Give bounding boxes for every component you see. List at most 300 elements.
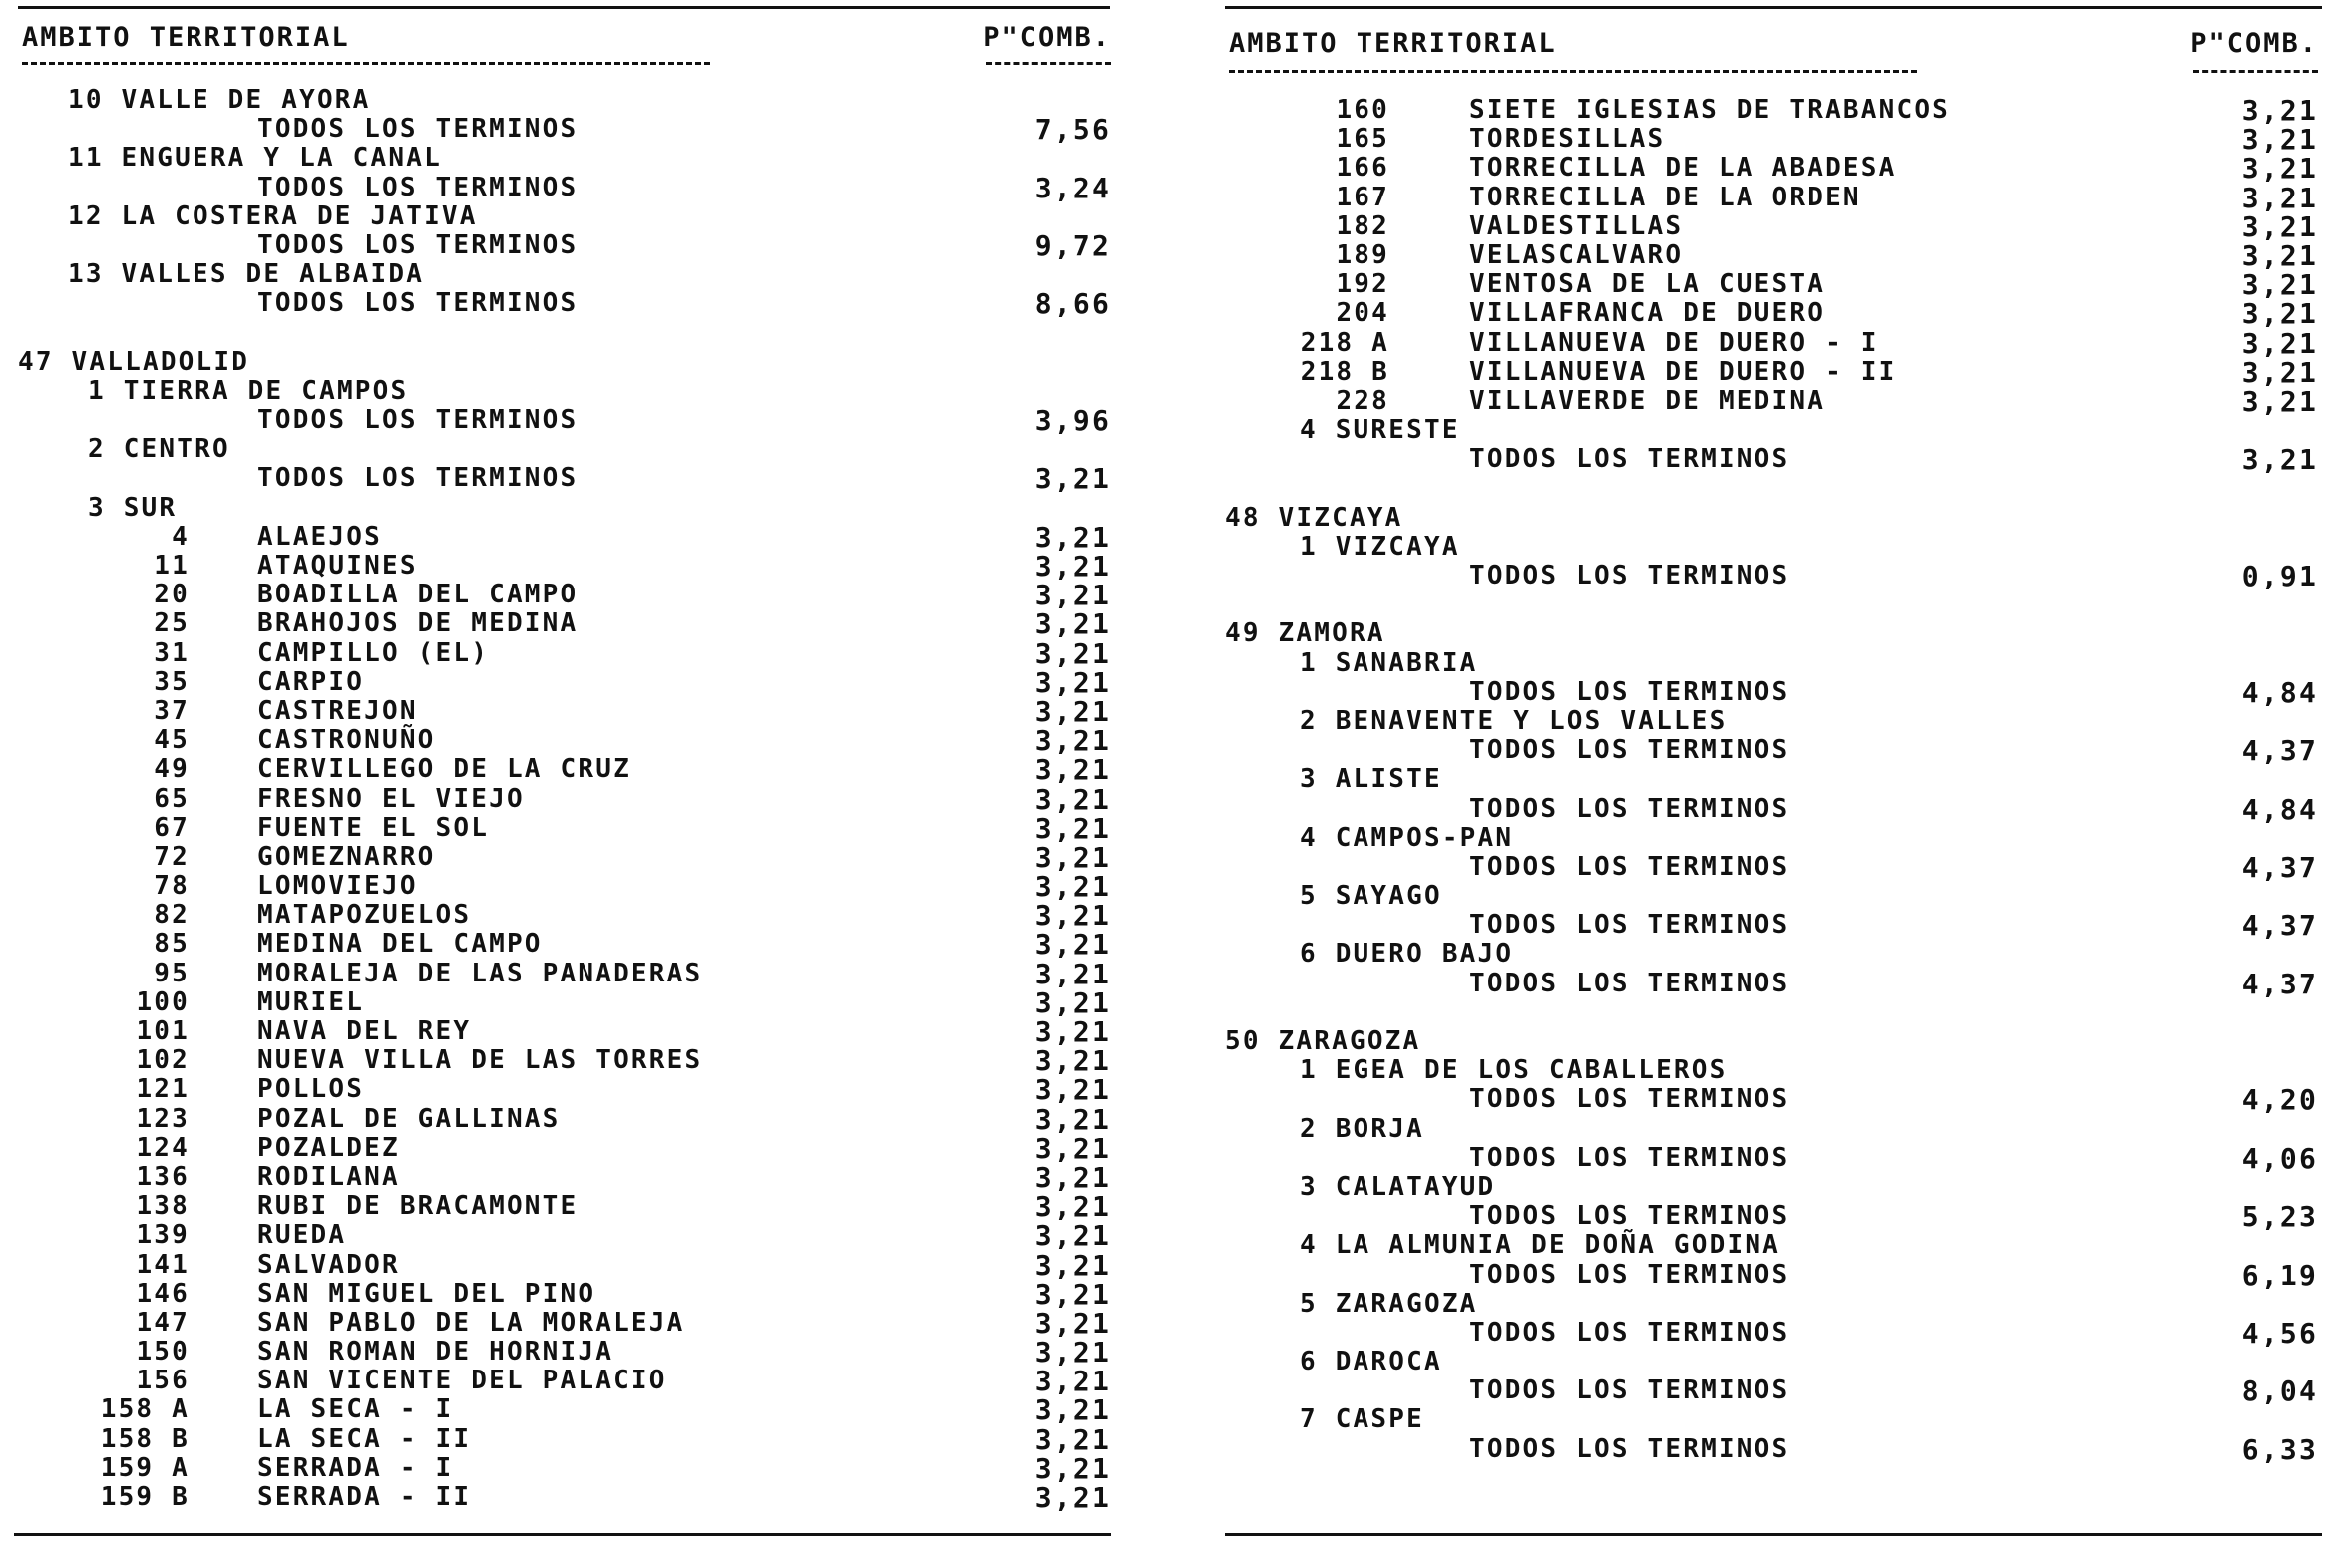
municipality-code: 25 [154, 608, 190, 639]
territory-name: TODOS LOS TERMINOS [1469, 910, 1790, 941]
pcomb-value: 4,84 [2241, 675, 2318, 709]
pcomb-value: 3,21 [1034, 1451, 1111, 1485]
municipality-code: 146 [136, 1278, 190, 1309]
territory-name: 1 TIERRA DE CAMPOS [88, 375, 409, 406]
all-terms-row [1225, 1432, 2322, 1466]
comarca-row [1225, 940, 2322, 969]
territory-name: CAMPILLO (EL) [257, 637, 490, 668]
territory-name: 10 VALLE DE AYORA [68, 85, 371, 115]
comarca-row [1225, 1348, 2322, 1376]
pcomb-value: 4,56 [2241, 1316, 2318, 1350]
comarca-row [1225, 882, 2322, 911]
comarca-row [1225, 416, 2322, 445]
territory-name: 4 SURESTE [1300, 415, 1460, 446]
territory-name: VILLANUEVA DE DUERO - I [1469, 327, 1879, 358]
municipality-code: 204 [1336, 298, 1389, 329]
territory-name: 2 BENAVENTE Y LOS VALLES [1300, 705, 1728, 736]
pcomb-value: 3,21 [1034, 1277, 1111, 1311]
territory-name: VALDESTILLAS [1469, 210, 1684, 241]
municipality-row [18, 1131, 1115, 1165]
province-row [18, 348, 1115, 377]
territory-name: 48 VIZCAYA [1225, 502, 1403, 533]
territory-name: 3 ALISTE [1300, 764, 1442, 795]
territory-name: 2 BORJA [1300, 1113, 1424, 1144]
pcomb-value: 4,84 [2241, 792, 2318, 826]
comarca-row [18, 435, 1115, 464]
territory-name: 4 CAMPOS-PAN [1300, 822, 1514, 853]
municipality-code: 218 A [1300, 327, 1389, 358]
territory-name: TODOS LOS TERMINOS [257, 463, 579, 494]
territory-name: RUBI DE BRACAMONTE [257, 1191, 579, 1222]
territory-name: SIETE IGLESIAS DE TRABANCOS [1469, 95, 1951, 125]
territory-name: SAN PABLO DE LA MORALEJA [257, 1307, 685, 1338]
municipality-code: 165 [1336, 124, 1389, 155]
municipality-row [18, 552, 1115, 581]
municipality-code: 141 [136, 1249, 190, 1280]
all-terms-row [1225, 1258, 2322, 1292]
column-header-ambito: AMBITO TERRITORIAL [1229, 28, 1557, 59]
municipality-row [18, 1017, 1115, 1046]
municipality-row [18, 665, 1115, 699]
territory-name: TODOS LOS TERMINOS [257, 405, 579, 436]
pcomb-value: 3,21 [1034, 1248, 1111, 1282]
pcomb-value: 3,21 [1034, 1131, 1111, 1165]
municipality-code: 192 [1336, 269, 1389, 300]
table-rows [1225, 96, 2322, 1464]
pcomb-value: 3,21 [1034, 1393, 1111, 1427]
pcomb-value: 3,21 [1034, 579, 1111, 612]
municipality-row [18, 1306, 1115, 1340]
territory-name: VELASCALVARO [1469, 239, 1684, 270]
pcomb-value: 3,24 [1034, 171, 1111, 204]
municipality-code: 124 [136, 1132, 190, 1163]
all-terms-row [18, 287, 1115, 321]
pcomb-value: 4,37 [2241, 850, 2318, 884]
comarca-row [18, 144, 1115, 173]
municipality-row [18, 1336, 1115, 1370]
blank-line [1225, 474, 2322, 503]
territory-name: TODOS LOS TERMINOS [257, 229, 579, 260]
pcomb-value: 3,96 [1034, 404, 1111, 438]
pcomb-value: 3,21 [1034, 1365, 1111, 1398]
comarca-row [1225, 1231, 2322, 1260]
territory-name: SAN ROMAN DE HORNIJA [257, 1337, 614, 1368]
municipality-code: 101 [136, 1016, 190, 1046]
municipality-code: 31 [154, 637, 190, 668]
municipality-row [18, 1451, 1115, 1485]
municipality-code: 102 [136, 1045, 190, 1076]
municipality-code: 160 [1336, 95, 1389, 125]
territory-name: VILLAVERDE DE MEDINA [1469, 385, 1826, 416]
territory-name: 13 VALLES DE ALBAIDA [68, 259, 425, 290]
pcomb-value: 3,21 [1034, 1190, 1111, 1224]
pcomb-value: 3,21 [2241, 355, 2318, 389]
territory-name: NAVA DEL REY [257, 1016, 472, 1046]
pcomb-value: 3,21 [1034, 724, 1111, 758]
municipality-row [1225, 96, 2322, 125]
territory-name: SERRADA - II [257, 1482, 472, 1512]
right-column [1225, 0, 2322, 1568]
municipality-row [1225, 152, 2322, 186]
territory-name: ATAQUINES [257, 551, 418, 581]
all-terms-row [18, 404, 1115, 438]
pcomb-value: 3,21 [1034, 1219, 1111, 1253]
territory-name: MEDINA DEL CAMPO [257, 929, 543, 960]
municipality-row [1225, 384, 2322, 418]
municipality-code: 37 [154, 695, 190, 726]
column-header-ambito: AMBITO TERRITORIAL [22, 22, 350, 53]
pcomb-value: 3,21 [2241, 152, 2318, 186]
comarca-row [1225, 1056, 2322, 1085]
territory-name: 49 ZAMORA [1225, 618, 1385, 649]
municipality-row [18, 928, 1115, 962]
territory-name: LA SECA - II [257, 1423, 472, 1454]
territory-name: TODOS LOS TERMINOS [1469, 968, 1790, 998]
pcomb-value: 3,21 [2241, 297, 2318, 331]
territory-name: 7 CASPE [1300, 1404, 1424, 1435]
pcomb-value: 3,21 [1034, 899, 1111, 933]
municipality-row [18, 753, 1115, 787]
pcomb-value: 3,21 [1034, 1073, 1111, 1107]
bottom-rule [1225, 1533, 2322, 1536]
municipality-row [18, 694, 1115, 728]
territory-name: ALAEJOS [257, 521, 382, 552]
territory-name: BRAHOJOS DE MEDINA [257, 608, 579, 639]
municipality-row [18, 1277, 1115, 1311]
territory-name: CASTRONUÑO [257, 725, 436, 756]
territory-name: TODOS LOS TERMINOS [1469, 1201, 1790, 1232]
municipality-code: 189 [1336, 239, 1389, 270]
pcomb-value: 3,21 [1034, 550, 1111, 583]
territory-name: LOMOVIEJO [257, 871, 418, 902]
territory-name: GOMEZNARRO [257, 841, 436, 872]
pcomb-value: 3,21 [1034, 1481, 1111, 1514]
top-rule [1225, 6, 2322, 9]
municipality-row [18, 870, 1115, 904]
header-underline [22, 62, 710, 65]
municipality-row [1225, 181, 2322, 214]
all-terms-row [1225, 1316, 2322, 1350]
municipality-row [1225, 268, 2322, 302]
municipality-code: 139 [136, 1220, 190, 1251]
territory-name: TODOS LOS TERMINOS [1469, 1259, 1790, 1290]
pcomb-value: 8,66 [1034, 287, 1111, 321]
territory-name: TORRECILLA DE LA ORDEN [1469, 182, 1861, 212]
pcomb-value: 4,06 [2241, 1141, 2318, 1175]
municipality-code: 20 [154, 580, 190, 610]
pcomb-value: 3,21 [1034, 1102, 1111, 1136]
territory-name: 1 EGEA DE LOS CABALLEROS [1300, 1055, 1728, 1086]
pcomb-value: 3,21 [1034, 1044, 1111, 1078]
all-terms-row [18, 462, 1115, 496]
municipality-row [1225, 355, 2322, 389]
pcomb-value: 3,21 [1034, 1422, 1111, 1456]
territory-name: 2 CENTRO [88, 434, 230, 465]
municipality-code: 156 [136, 1366, 190, 1396]
municipality-code: 158 B [100, 1423, 190, 1454]
all-terms-row [1225, 850, 2322, 884]
all-terms-row [18, 113, 1115, 147]
municipality-row [18, 1365, 1115, 1398]
pcomb-value: 3,21 [1034, 665, 1111, 699]
all-terms-row [18, 171, 1115, 204]
municipality-code: 167 [1336, 182, 1389, 212]
municipality-row [1225, 209, 2322, 243]
pcomb-value: 3,21 [2241, 443, 2318, 477]
territory-name: MURIEL [257, 986, 365, 1017]
pcomb-value: 3,21 [1034, 636, 1111, 670]
comarca-row [1225, 533, 2322, 562]
municipality-code: 147 [136, 1307, 190, 1338]
pcomb-value: 3,21 [2241, 94, 2318, 127]
pcomb-value: 3,21 [1034, 1160, 1111, 1194]
territory-name: TODOS LOS TERMINOS [257, 114, 579, 145]
blank-line [1225, 590, 2322, 619]
municipality-code: 11 [154, 551, 190, 581]
municipality-row [1225, 297, 2322, 331]
all-terms-row [18, 228, 1115, 262]
territory-name: TORRECILLA DE LA ABADESA [1469, 153, 1897, 184]
municipality-row [1225, 238, 2322, 272]
territory-name: POZAL DE GALLINAS [257, 1103, 561, 1134]
territory-name: MORALEJA DE LAS PANADERAS [257, 958, 703, 988]
pcomb-value: 3,21 [2241, 238, 2318, 272]
municipality-code: 100 [136, 986, 190, 1017]
territory-name: CARPIO [257, 666, 365, 697]
municipality-code: 95 [154, 958, 190, 988]
all-terms-row [1225, 675, 2322, 709]
column-header-pcomb: P"COMB. [2190, 28, 2318, 59]
territory-name: VILLANUEVA DE DUERO - II [1469, 356, 1897, 387]
municipality-code: 138 [136, 1191, 190, 1222]
municipality-code: 49 [154, 754, 190, 785]
municipality-row [18, 1102, 1115, 1136]
municipality-row [18, 1160, 1115, 1194]
territory-name: POZALDEZ [257, 1132, 400, 1163]
all-terms-row [1225, 562, 2322, 590]
territory-name: 1 SANABRIA [1300, 647, 1478, 678]
municipality-row [18, 811, 1115, 845]
all-terms-row [1225, 909, 2322, 943]
pcomb-value: 8,04 [2241, 1374, 2318, 1408]
municipality-code: 150 [136, 1337, 190, 1368]
municipality-code: 159 B [100, 1482, 190, 1512]
territory-name: TODOS LOS TERMINOS [1469, 444, 1790, 475]
territory-name: RODILANA [257, 1161, 400, 1192]
municipality-code: 78 [154, 871, 190, 902]
territory-name: NUEVA VILLA DE LAS TORRES [257, 1045, 703, 1076]
municipality-row [18, 520, 1115, 554]
bottom-rule [14, 1533, 1111, 1536]
pcomb-value: 3,21 [1034, 782, 1111, 816]
municipality-code: 35 [154, 666, 190, 697]
municipality-row [1225, 123, 2322, 157]
territory-name: FRESNO EL VIEJO [257, 783, 525, 814]
territory-name: TODOS LOS TERMINOS [257, 288, 579, 319]
territory-name: 5 ZARAGOZA [1300, 1288, 1478, 1319]
territory-name: FUENTE EL SOL [257, 812, 490, 843]
municipality-row [18, 1422, 1115, 1456]
territory-name: TODOS LOS TERMINOS [1469, 851, 1790, 882]
territory-name: TODOS LOS TERMINOS [1469, 735, 1790, 766]
territory-name: VENTOSA DE LA CUESTA [1469, 269, 1826, 300]
municipality-row [18, 607, 1115, 641]
territory-name: TORDESILLAS [1469, 124, 1666, 155]
territory-name: POLLOS [257, 1074, 365, 1105]
municipality-code: 158 A [100, 1394, 190, 1425]
pcomb-value: 3,21 [1034, 811, 1111, 845]
pcomb-value: 3,21 [1034, 957, 1111, 990]
comarca-row [1225, 1405, 2322, 1434]
municipality-row [18, 1190, 1115, 1224]
municipality-row [18, 579, 1115, 612]
comarca-row [1225, 1290, 2322, 1319]
pcomb-value: 9,72 [1034, 228, 1111, 262]
comarca-row [1225, 649, 2322, 678]
left-column [18, 0, 1115, 1568]
all-terms-row [1225, 1083, 2322, 1117]
municipality-code: 85 [154, 929, 190, 960]
municipality-row [18, 1248, 1115, 1282]
pcomb-value: 6,33 [2241, 1432, 2318, 1466]
pcomb-value: 0,91 [2241, 560, 2318, 592]
territory-name: 1 VIZCAYA [1300, 531, 1460, 562]
comarca-row [1225, 765, 2322, 794]
municipality-code: 82 [154, 900, 190, 931]
table-rows [18, 86, 1115, 1512]
territory-name: TODOS LOS TERMINOS [1469, 676, 1790, 707]
municipality-row [18, 724, 1115, 758]
territory-name: CERVILLEGO DE LA CRUZ [257, 754, 631, 785]
territory-name: 3 SUR [88, 492, 178, 523]
municipality-row [18, 1044, 1115, 1078]
comarca-row [1225, 1115, 2322, 1144]
comarca-row [18, 86, 1115, 115]
territory-name: TODOS LOS TERMINOS [257, 172, 579, 202]
territory-name: TODOS LOS TERMINOS [1469, 1433, 1790, 1464]
municipality-code: 159 A [100, 1452, 190, 1483]
all-terms-row [1225, 1200, 2322, 1234]
municipality-code: 218 B [1300, 356, 1389, 387]
municipality-row [18, 1073, 1115, 1107]
municipality-code: 121 [136, 1074, 190, 1105]
all-terms-row [1225, 1141, 2322, 1175]
pcomb-value: 3,21 [1034, 694, 1111, 728]
pcomb-value: 3,21 [2241, 326, 2318, 360]
pcomb-value: 3,21 [2241, 123, 2318, 157]
territory-name: SAN VICENTE DEL PALACIO [257, 1366, 667, 1396]
pcomb-value: 4,37 [2241, 734, 2318, 768]
municipality-code: 67 [154, 812, 190, 843]
municipality-code: 4 [172, 521, 190, 552]
municipality-row [1225, 326, 2322, 360]
pcomb-value: 4,37 [2241, 967, 2318, 1000]
comarca-row [18, 202, 1115, 231]
all-terms-row [1225, 443, 2322, 477]
territory-name: VILLAFRANCA DE DUERO [1469, 298, 1826, 329]
comarca-row [18, 260, 1115, 289]
territory-name: LA SECA - I [257, 1394, 454, 1425]
header-underline [1229, 70, 1917, 73]
territory-name: SAN MIGUEL DEL PINO [257, 1278, 596, 1309]
pcomb-value: 5,23 [2241, 1200, 2318, 1234]
blank-line [18, 319, 1115, 348]
pcomb-value: 4,37 [2241, 909, 2318, 943]
territory-name: CASTREJON [257, 695, 418, 726]
pcomb-value: 3,21 [1034, 928, 1111, 962]
pcomb-value: 3,21 [1034, 840, 1111, 874]
all-terms-row [1225, 792, 2322, 826]
territory-name: TODOS LOS TERMINOS [1469, 1317, 1790, 1348]
territory-name: 12 LA COSTERA DE JATIVA [68, 200, 478, 231]
municipality-row [18, 636, 1115, 670]
territory-name: 4 LA ALMUNIA DE DOÑA GODINA [1300, 1230, 1781, 1261]
municipality-row [18, 840, 1115, 874]
municipality-row [18, 957, 1115, 990]
blank-line [1225, 998, 2322, 1027]
territory-name: TODOS LOS TERMINOS [1469, 1375, 1790, 1406]
territory-name: 6 DAROCA [1300, 1347, 1442, 1377]
municipality-row [18, 985, 1115, 1019]
comarca-row [18, 377, 1115, 406]
territory-name: 5 SAYAGO [1300, 881, 1442, 912]
territory-name: BOADILLA DEL CAMPO [257, 580, 579, 610]
all-terms-row [1225, 1374, 2322, 1408]
municipality-code: 182 [1336, 210, 1389, 241]
pcomb-value: 3,21 [1034, 462, 1111, 496]
municipality-row [18, 899, 1115, 933]
territory-name: 11 ENGUERA Y LA CANAL [68, 143, 442, 174]
territory-name: 3 CALATAYUD [1300, 1171, 1496, 1202]
territory-name: RUEDA [257, 1220, 347, 1251]
territory-name: MATAPOZUELOS [257, 900, 472, 931]
pcomb-value: 3,21 [1034, 1306, 1111, 1340]
comarca-row [1225, 707, 2322, 736]
territory-name: TODOS LOS TERMINOS [1469, 561, 1790, 590]
territory-name: SERRADA - I [257, 1452, 454, 1483]
pcomb-value: 3,21 [1034, 870, 1111, 904]
all-terms-row [1225, 734, 2322, 768]
municipality-code: 136 [136, 1161, 190, 1192]
header-underline [986, 62, 1111, 65]
municipality-code: 166 [1336, 153, 1389, 184]
comarca-row [18, 494, 1115, 523]
pcomb-value: 3,21 [2241, 384, 2318, 418]
municipality-row [18, 1219, 1115, 1253]
municipality-row [18, 1483, 1115, 1512]
comarca-row [1225, 824, 2322, 853]
pcomb-value: 3,21 [1034, 520, 1111, 554]
territory-name: TODOS LOS TERMINOS [1469, 1142, 1790, 1173]
pcomb-value: 3,21 [1034, 1336, 1111, 1370]
pcomb-value: 3,21 [1034, 753, 1111, 787]
municipality-code: 228 [1336, 385, 1389, 416]
pcomb-value: 3,21 [1034, 607, 1111, 641]
municipality-row [18, 1393, 1115, 1427]
pcomb-value: 3,21 [2241, 268, 2318, 302]
comarca-row [1225, 1173, 2322, 1202]
province-row [1225, 1027, 2322, 1056]
municipality-code: 72 [154, 841, 190, 872]
municipality-code: 45 [154, 725, 190, 756]
territory-name: TODOS LOS TERMINOS [1469, 1084, 1790, 1115]
pcomb-value: 3,21 [1034, 1015, 1111, 1048]
territory-name: 50 ZARAGOZA [1225, 1026, 1421, 1056]
pcomb-value: 3,21 [2241, 209, 2318, 243]
top-rule [18, 6, 1110, 9]
pcomb-value: 4,20 [2241, 1083, 2318, 1117]
all-terms-row [1225, 967, 2322, 1000]
